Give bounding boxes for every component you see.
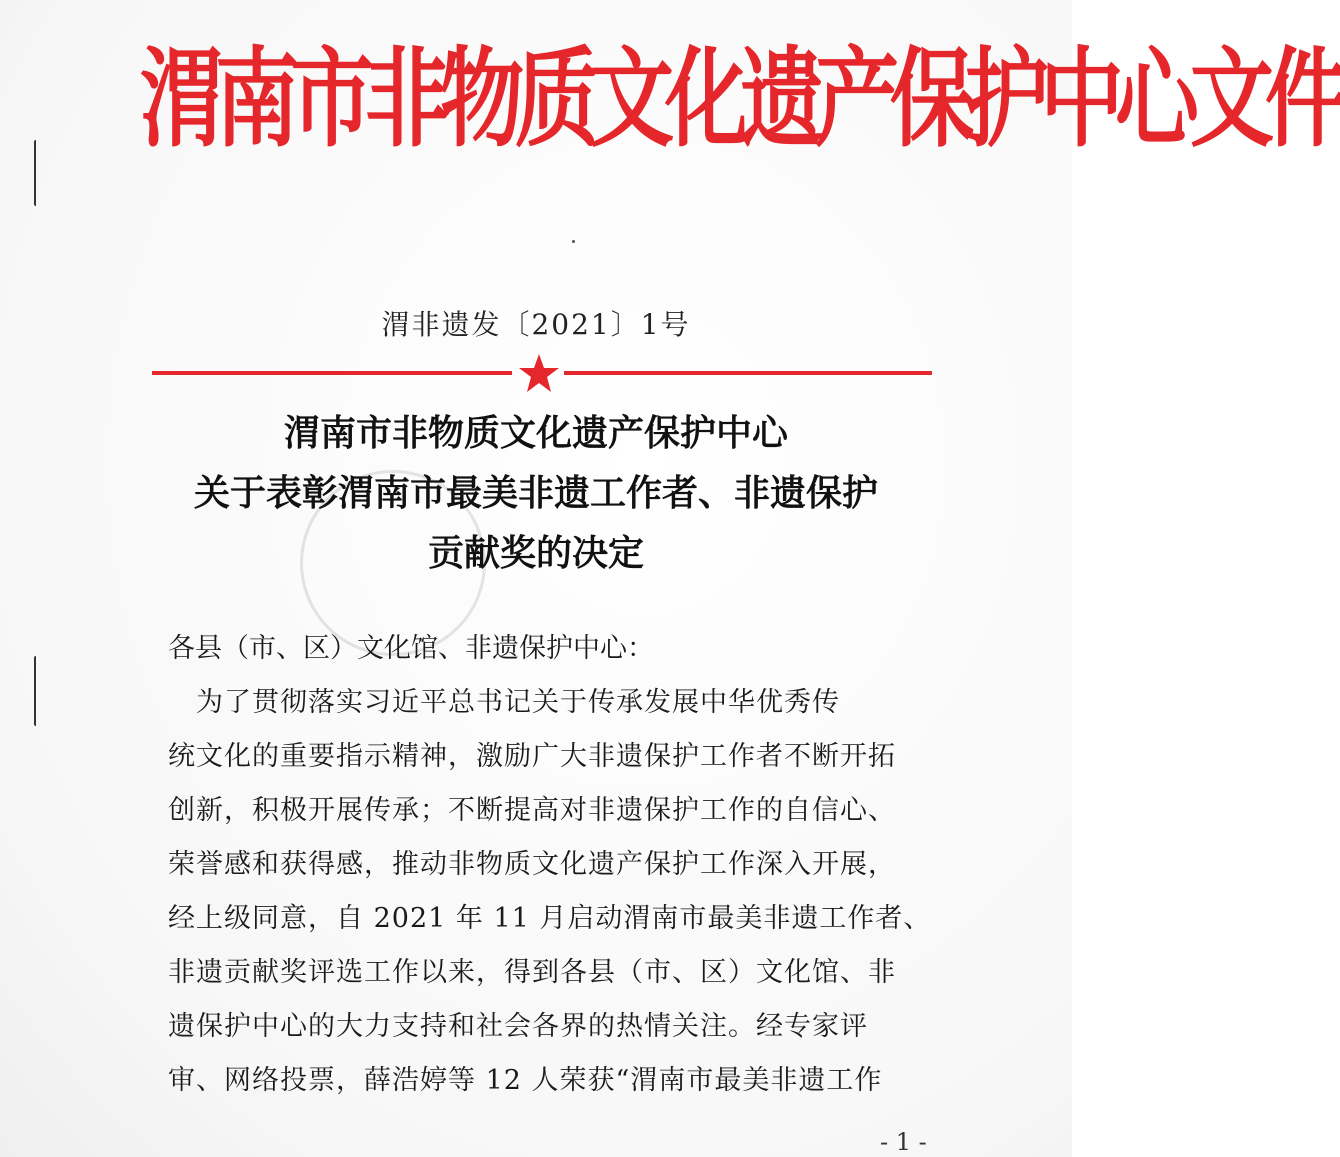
- red-separator: [152, 358, 932, 388]
- body-line: 为了贯彻落实习近平总书记关于传承发展中华优秀传: [168, 687, 840, 718]
- scan-speck: [572, 240, 575, 243]
- page-number: - 1 -: [880, 1128, 927, 1156]
- body-line: 非遗贡献奖评选工作以来，得到各县（市、区）文化馆、非: [168, 957, 896, 988]
- title-line-1: 渭南市非物质文化遗产保护中心: [283, 413, 788, 454]
- binding-mark-top: [34, 140, 40, 206]
- document-title: [0, 404, 1072, 584]
- title-line-3: 贡献奖的决定: [427, 533, 644, 574]
- body-line: 统文化的重要指示精神，激励广大非遗保护工作者不断开拓: [168, 741, 896, 772]
- title-line-2: 关于表彰渭南市最美非遗工作者、非遗保护: [193, 473, 878, 514]
- body-line: 经上级同意，自 2021 年 11 月启动渭南市最美非遗工作者、: [168, 903, 932, 934]
- body-line: 荣誉感和获得感，推动非物质文化遗产保护工作深入开展，: [168, 849, 896, 880]
- issuer-red-header: 渭南市非物质文化遗产保护中心文件: [140, 36, 1340, 162]
- separator-rule-right: [564, 371, 932, 375]
- document-number: 渭非遗发〔2021〕1号: [381, 308, 691, 341]
- body-line: 创新，积极开展传承；不断提高对非遗保护工作的自信心、: [168, 795, 896, 826]
- binding-mark-middle: [34, 656, 40, 726]
- body-line: 审、网络投票，薛浩婷等 12 人荣获“渭南市最美非遗工作: [168, 1065, 883, 1096]
- salutation: 各县（市、区）文化馆、非遗保护中心：: [168, 633, 654, 664]
- separator-rule-left: [152, 371, 512, 375]
- star-icon: [518, 352, 560, 394]
- body-line: 遗保护中心的大力支持和社会各界的热情关注。经专家评: [168, 1011, 868, 1042]
